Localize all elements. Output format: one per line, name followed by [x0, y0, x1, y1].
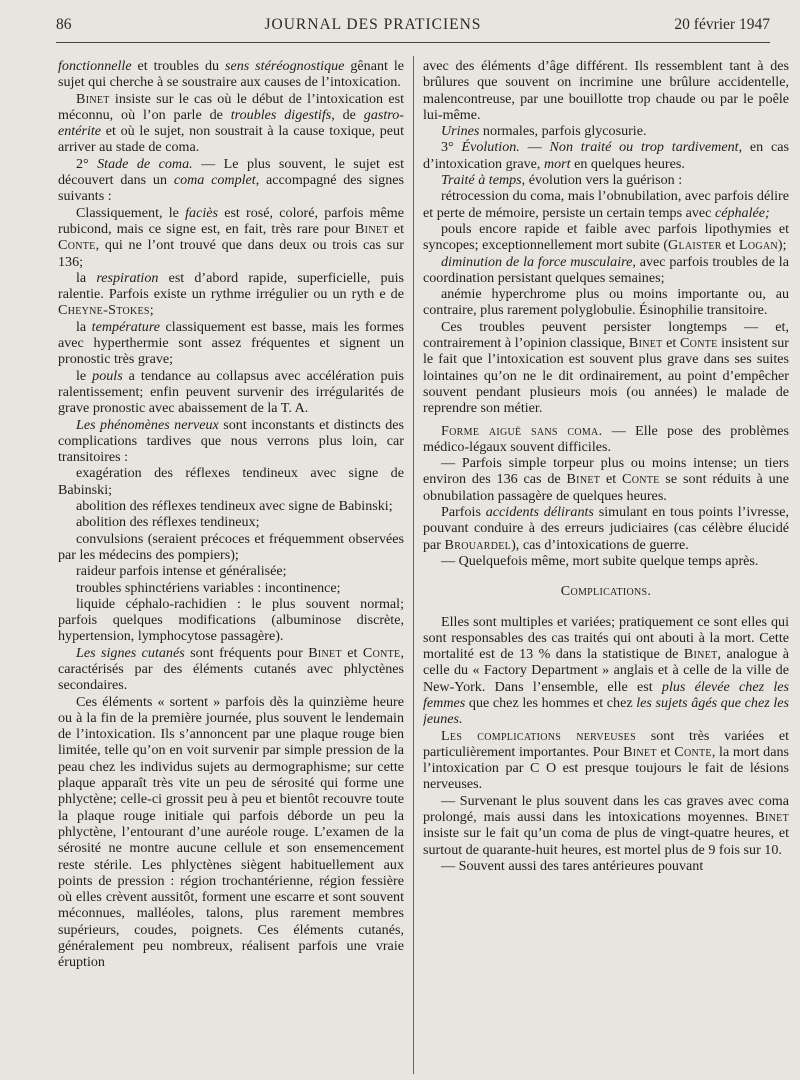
paragraph: Forme aiguë sans coma. — Elle pose des problèmes médico-légaux souvent difficiles.: [423, 422, 789, 455]
page-header: [56, 16, 770, 40]
paragraph: Binet insiste sur le cas où le début de l’intoxication est méconnu, où l’on parle de troubles digestifs, de gastro-entérite et où le sujet, non soustrait à la cause toxique, peut arriver au stade de coma.: [58, 90, 404, 156]
paragraph: le pouls a tendance au collapsus avec accélération puis ralentissement; enfin peuvent survenir des irrégularités de grave pronostic avec abaissement de la T. A.: [58, 367, 404, 417]
section-heading: Complications.: [560, 583, 652, 600]
paragraph: raideur parfois intense et généralisée;: [76, 563, 287, 580]
paragraph: fonctionnelle et troubles du sens stéréognostique gênant le sujet qui cherche à se soustraire aux causes de l’intoxication.: [58, 58, 404, 91]
paragraph: pouls encore rapide et faible avec parfois lipothymies et syncopes; exceptionnellement mort subite (Glaister et Logan);: [423, 220, 789, 254]
paragraph: Les complications nerveuses sont très variées et particulièrement importantes. Pour Binet et Conte, la mort dans l’intoxication par C O est presque toujours le fait de lésions nerveuses.: [423, 727, 789, 793]
paragraph: Elles sont multiples et variées; pratiquement ce sont elles qui sont responsables des cas traités qui ont abouti à la mort. Cette mortalité est de 13 % dans la statistique de Binet, analogue à celle du « Factory Department » anglais et à celle de la ville de New-York. Dans l’ensemble, elle est plus élevée chez les femmes que chez les hommes et chez les sujets âgés que chez les jeunes.: [423, 613, 789, 728]
paragraph: — Survenant le plus souvent dans les cas graves avec coma prolongé, mais aussi dans les intoxications moyennes. Binet insiste sur le fait qu’un coma de plus de vingt-quatre heures, et surtout de quarante-huit heures, est mortel plus de 9 fois sur 10.: [423, 792, 789, 858]
paragraph: Urines normales, parfois glycosurie.: [441, 123, 647, 140]
right-column: [423, 58, 789, 1074]
paragraph: Ces troubles peuvent persister longtemps — et, contrairement à l’opinion classique, Binet et Conte insistent sur le fait que l’intoxication est souvent plus grave dans ses suites lointaines qu’on ne le dit ordinairement, au point d’empêcher souvent pendant plusieurs mois (ou années) le malade de reprendre son métier.: [423, 318, 789, 417]
paragraph: Classiquement, le faciès est rosé, coloré, parfois même rubicond, mais ce signe est, en fait, très rare pour Binet et Conte, qui ne l’ont trouvé que dans deux ou trois cas sur 136;: [58, 204, 404, 270]
header-rule: [56, 42, 770, 43]
column-divider: [413, 56, 414, 1074]
issue-date: 20 février 1947: [674, 16, 770, 33]
paragraph: Les signes cutanés sont fréquents pour Binet et Conte, caractérisés par des éléments cutanés avec phlyctènes secondaires.: [58, 644, 404, 694]
paragraph: — Quelquefois même, mort subite quelque temps après.: [441, 552, 759, 569]
paragraph: abolition des réflexes tendineux;: [76, 514, 260, 531]
left-column: [58, 58, 404, 1074]
paragraph: 3° Évolution. — Non traité ou trop tardivement, en cas d’intoxication grave, mort en quelques heures.: [423, 139, 789, 172]
journal-title: JOURNAL DES PRATICIENS: [264, 16, 482, 33]
paragraph: 2° Stade de coma. — Le plus souvent, le sujet est découvert dans un coma complet, accompagné des signes suivants :: [58, 155, 404, 205]
paragraph: avec des éléments d’âge différent. Ils ressemblent tant à des brûlures que souvent on incrimine une brûlure accidentelle, malencontreuse, par une bouillotte trop chaude ou par le poêle lui-même.: [423, 58, 789, 123]
paragraph: Parfois accidents délirants simulant en tous points l’ivresse, pouvant conduire à des erreurs judiciaires (cas célèbre élucidé par Brouardel), cas d’intoxications de guerre.: [423, 504, 789, 553]
paragraph: — Parfois simple torpeur plus ou moins intense; un tiers environ des 136 cas de Binet et Conte se sont réduits à une obnubilation passagère de quelques heures.: [423, 455, 789, 504]
paragraph: exagération des réflexes tendineux avec signe de Babinski;: [58, 465, 404, 498]
paragraph: Ces éléments « sortent » parfois dès la quinzième heure ou à la fin de la première journée, plus souvent le lendemain de l’intoxication. Ils s’annoncent par une plaque rouge bien limitée, telle qu’on en voit survenir par simple pression de la peau chez les individus sujets au dermographisme; sur cette plaque apparaît très vite un peu de sérosité qui forme une phlyctène; celle-ci grossit peu à peu et bientôt recouvre toute la plaque rouge initiale qui parfois déborde un peu la phlyctène, l’entourant d’une auréole rouge. L’examen de la sérosité ne montre aucune cellule et son ensemencement reste stérile. Les phlyctènes siègent habituellement aux points de pression : région trochantérienne, région fessière où elles crèvent aussitôt, forment une escarre et sont souvent méconnues, malléoles, talons, plus rarement membres supérieurs, coudes, poignets. Ces éléments cutanés, généralement peu nombreux, réalisent parfois une vraie éruption: [58, 693, 404, 971]
paragraph: Traité à temps, évolution vers la guérison :: [441, 172, 683, 189]
paragraph: liquide céphalo-rachidien : le plus souvent normal; parfois quelques modifications (albuminose discrète, hypertension, lymphocytose passagère).: [58, 595, 404, 645]
paragraph: troubles sphinctériens variables : incontinence;: [76, 579, 341, 596]
paragraph: Les phénomènes nerveux sont inconstants et distincts des complications tardives que nous verrons plus loin, car transitoires :: [58, 416, 404, 466]
paragraph: abolition des réflexes tendineux avec signe de Babinski;: [76, 498, 393, 515]
paragraph: la température classiquement est basse, mais les formes avec hyperthermie sont assez fréquentes et signent un pronostic très grave;: [58, 318, 404, 368]
paragraph: — Souvent aussi des tares antérieures pouvant: [441, 857, 704, 874]
paragraph: rétrocession du coma, mais l’obnubilation, avec parfois délire et perte de mémoire, persiste un certain temps avec céphalée;: [423, 188, 789, 221]
paragraph: convulsions (seraient précoces et fréquemment observées par les médecins des pompiers);: [58, 530, 404, 563]
paragraph: anémie hyperchrome plus ou moins importante ou, au contraire, plus rarement polyglobulie. Ésinophilie transitoire.: [423, 286, 789, 319]
paragraph: diminution de la force musculaire, avec parfois troubles de la coordination persistant quelques semaines;: [423, 253, 789, 286]
paragraph: la respiration est d’abord rapide, superficielle, puis ralentie. Parfois existe un rythme irrégulier ou un ryth e de Cheyne-Stokes;: [58, 269, 404, 319]
page-number: 86: [56, 16, 72, 33]
